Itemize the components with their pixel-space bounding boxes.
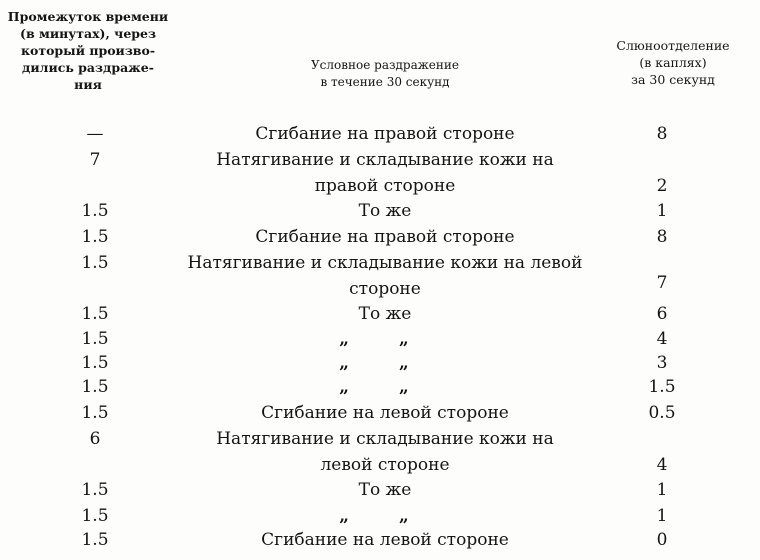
drops-cell: 8 <box>656 124 668 144</box>
stimulus-cell <box>160 350 610 376</box>
header-stimulus <box>270 57 500 91</box>
interval-cell: 6 <box>89 429 101 449</box>
drops-cell: 1 <box>656 201 668 221</box>
interval-cell: 1.5 <box>81 329 109 349</box>
interval-cell: 7 <box>89 150 101 170</box>
stimulus-line: То же <box>358 201 412 221</box>
drops-cell: 1 <box>656 480 668 500</box>
drops-cell: 8 <box>656 227 668 247</box>
stimulus-cell <box>160 400 610 426</box>
header-interval-line: Промежуток времени <box>7 9 169 24</box>
interval-cell: 1.5 <box>81 403 109 423</box>
drops-cell: 1.5 <box>648 377 676 397</box>
header-salivation-line: (в каплях) <box>639 55 707 70</box>
header-salivation-line: за 30 секунд <box>631 72 715 87</box>
drops-cell: 3 <box>656 353 668 373</box>
header-interval-line: ния <box>74 77 102 92</box>
interval-cell: 1.5 <box>81 304 109 324</box>
header-stimulus-line: в течение 30 секунд <box>320 75 450 89</box>
stimulus-line: Сгибание на левой стороне <box>261 403 509 423</box>
header-salivation-line: Слюноотделение <box>616 38 730 53</box>
stimulus-line: Сгибание на правой стороне <box>255 227 515 247</box>
stimulus-line: Сгибание на правой стороне <box>255 124 515 144</box>
stimulus-line: стороне <box>349 279 421 299</box>
interval-cell: 1.5 <box>81 506 109 526</box>
interval-cell: 1.5 <box>81 227 109 247</box>
drops-cell: 4 <box>656 455 668 475</box>
stimulus-line: То же <box>358 480 412 500</box>
drops-cell: 6 <box>656 304 668 324</box>
stimulus-cell <box>160 250 610 302</box>
header-salivation <box>598 37 748 88</box>
stimulus-cell <box>160 374 610 400</box>
interval-cell: 1.5 <box>81 530 109 550</box>
stimulus-cell <box>160 503 610 529</box>
drops-cell: 2 <box>656 176 668 196</box>
interval-cell: 1.5 <box>81 253 109 273</box>
stimulus-line: Натягивание и складывание кожи на левой <box>187 253 583 273</box>
stimulus-line: левой стороне <box>320 455 450 475</box>
stimulus-line: То же <box>358 304 412 324</box>
stimulus-line: „ „ <box>339 377 431 397</box>
stimulus-cell <box>160 198 610 224</box>
stimulus-line: Натягивание и складывание кожи на <box>216 150 554 170</box>
drops-cell: 4 <box>656 329 668 349</box>
stimulus-cell <box>160 224 610 250</box>
stimulus-line: Натягивание и складывание кожи на <box>216 429 554 449</box>
stimulus-line: „ „ <box>339 353 431 373</box>
stimulus-line: правой стороне <box>314 176 456 196</box>
drops-cell: 7 <box>656 273 668 293</box>
header-interval-line: который произво- <box>20 43 156 58</box>
stimulus-line: „ „ <box>339 329 431 349</box>
stimulus-cell <box>160 326 610 352</box>
header-interval-line: дились раздраже- <box>22 60 154 75</box>
drops-cell: 1 <box>656 506 668 526</box>
interval-cell: 1.5 <box>81 480 109 500</box>
drops-cell: 0 <box>656 530 668 550</box>
stimulus-cell <box>160 527 610 553</box>
stimulus-cell <box>160 301 610 327</box>
stimulus-cell <box>160 477 610 503</box>
stimulus-cell <box>160 426 610 478</box>
stimulus-cell <box>160 147 610 199</box>
stimulus-line: Сгибание на левой стороне <box>261 530 509 550</box>
header-stimulus-line: Условное раздражение <box>311 58 459 72</box>
header-interval <box>0 8 176 93</box>
interval-cell: — <box>86 124 104 144</box>
stimulus-cell <box>160 121 610 147</box>
drops-cell: 0.5 <box>648 403 676 423</box>
header-interval-line: (в минутах), через <box>20 26 156 41</box>
interval-cell: 1.5 <box>81 377 109 397</box>
interval-cell: 1.5 <box>81 353 109 373</box>
interval-cell: 1.5 <box>81 201 109 221</box>
stimulus-line: „ „ <box>339 506 431 526</box>
